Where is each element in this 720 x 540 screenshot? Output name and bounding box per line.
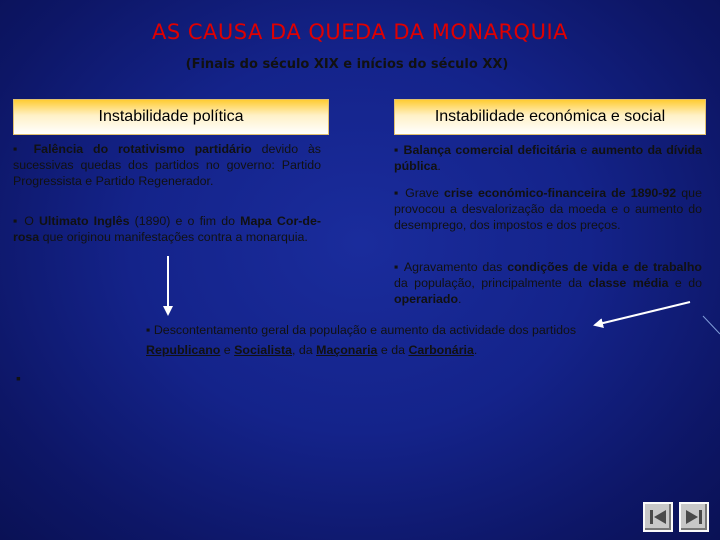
cause-condicoes-text-1: Agravamento das: [399, 260, 508, 274]
cause-balanca-text-2: .: [437, 159, 441, 173]
bullet: ▪: [394, 186, 401, 200]
bullet: ▪: [13, 214, 20, 228]
bullet: ▪: [146, 323, 151, 337]
consequence-text-3: , da: [292, 343, 317, 357]
next-slide-button[interactable]: [679, 502, 709, 532]
slide-subtitle: (Finais do século XIX e inícios do século XX): [185, 57, 509, 72]
cause-balanca-text-1: e: [576, 143, 592, 157]
cause-condicoes-text-4: .: [458, 292, 462, 306]
bullet: ▪: [394, 260, 400, 274]
cause-crise-text-2: que provocou a desvalorização da moeda e o aumento do desemprego, dos impostos e dos preços.: [394, 186, 702, 232]
consequence-text-1: Descontentamento geral da população e aumento da actividade dos partidos: [150, 323, 577, 337]
cause-rotativismo-bold: Falência do rotativismo partidário: [33, 142, 252, 156]
cause-condicoes-bold-3: operariado: [394, 292, 459, 306]
consequence-text-2: e: [220, 343, 235, 357]
political-instability-label: Instabilidade política: [98, 108, 244, 125]
cause-ultimato-bold-1: Ultimato Inglês: [38, 214, 130, 228]
cause-ultimato-bold-2: Mapa Cor-de-rosa: [13, 214, 321, 244]
partido-republicano-link: Republicano: [146, 343, 221, 357]
skip-forward-icon: [681, 504, 707, 530]
economic-social-instability-label: Instabilidade económica e social: [434, 108, 666, 125]
cause-ultimato-text-3: que originou manifestações contra a monarquia.: [39, 230, 308, 244]
cause-ultimato-text-1: O: [19, 214, 39, 228]
bullet: ▪: [13, 142, 24, 156]
cause-balanca-bold-1: Balança comercial deficitária: [399, 143, 577, 157]
cause-ultimato-text-2: (1890) e o fim do: [129, 214, 241, 228]
consequence-text-5: .: [473, 343, 478, 357]
consequence-text-4: e da: [377, 343, 409, 357]
cause-crise-bold-1: crise económico-financeira de 1890-92: [443, 186, 677, 200]
carbonaria-link: Carbonária: [408, 343, 474, 357]
slide-title: AS CAUSA DA QUEDA DA MONARQUIA: [152, 20, 568, 44]
cause-condicoes-text-2: da população, principalmente da: [394, 276, 589, 290]
previous-slide-button[interactable]: [643, 502, 673, 532]
cause-crise-text-1: Grave: [400, 186, 444, 200]
empty-bullet: ▪: [16, 370, 21, 386]
cause-rotativismo-text: devido às sucessivas quedas dos partidos no governo: Partido Progressista e Partido Regenerador.: [13, 142, 321, 188]
partido-socialista-link: Socialista: [234, 343, 292, 357]
cause-condicoes-bold-2: classe média: [588, 276, 669, 290]
maconaria-link: Maçonaria: [316, 343, 378, 357]
arrow-from-right: [595, 302, 690, 325]
bullet: ▪: [394, 143, 400, 157]
cause-balanca-bold-2: aumento da dívida pública: [394, 143, 703, 173]
decorative-line: [703, 316, 720, 334]
skip-back-icon: [645, 504, 671, 530]
cause-condicoes-text-3: e do: [668, 276, 703, 290]
cause-condicoes-bold-1: condições de vida e de trabalho: [507, 260, 702, 274]
